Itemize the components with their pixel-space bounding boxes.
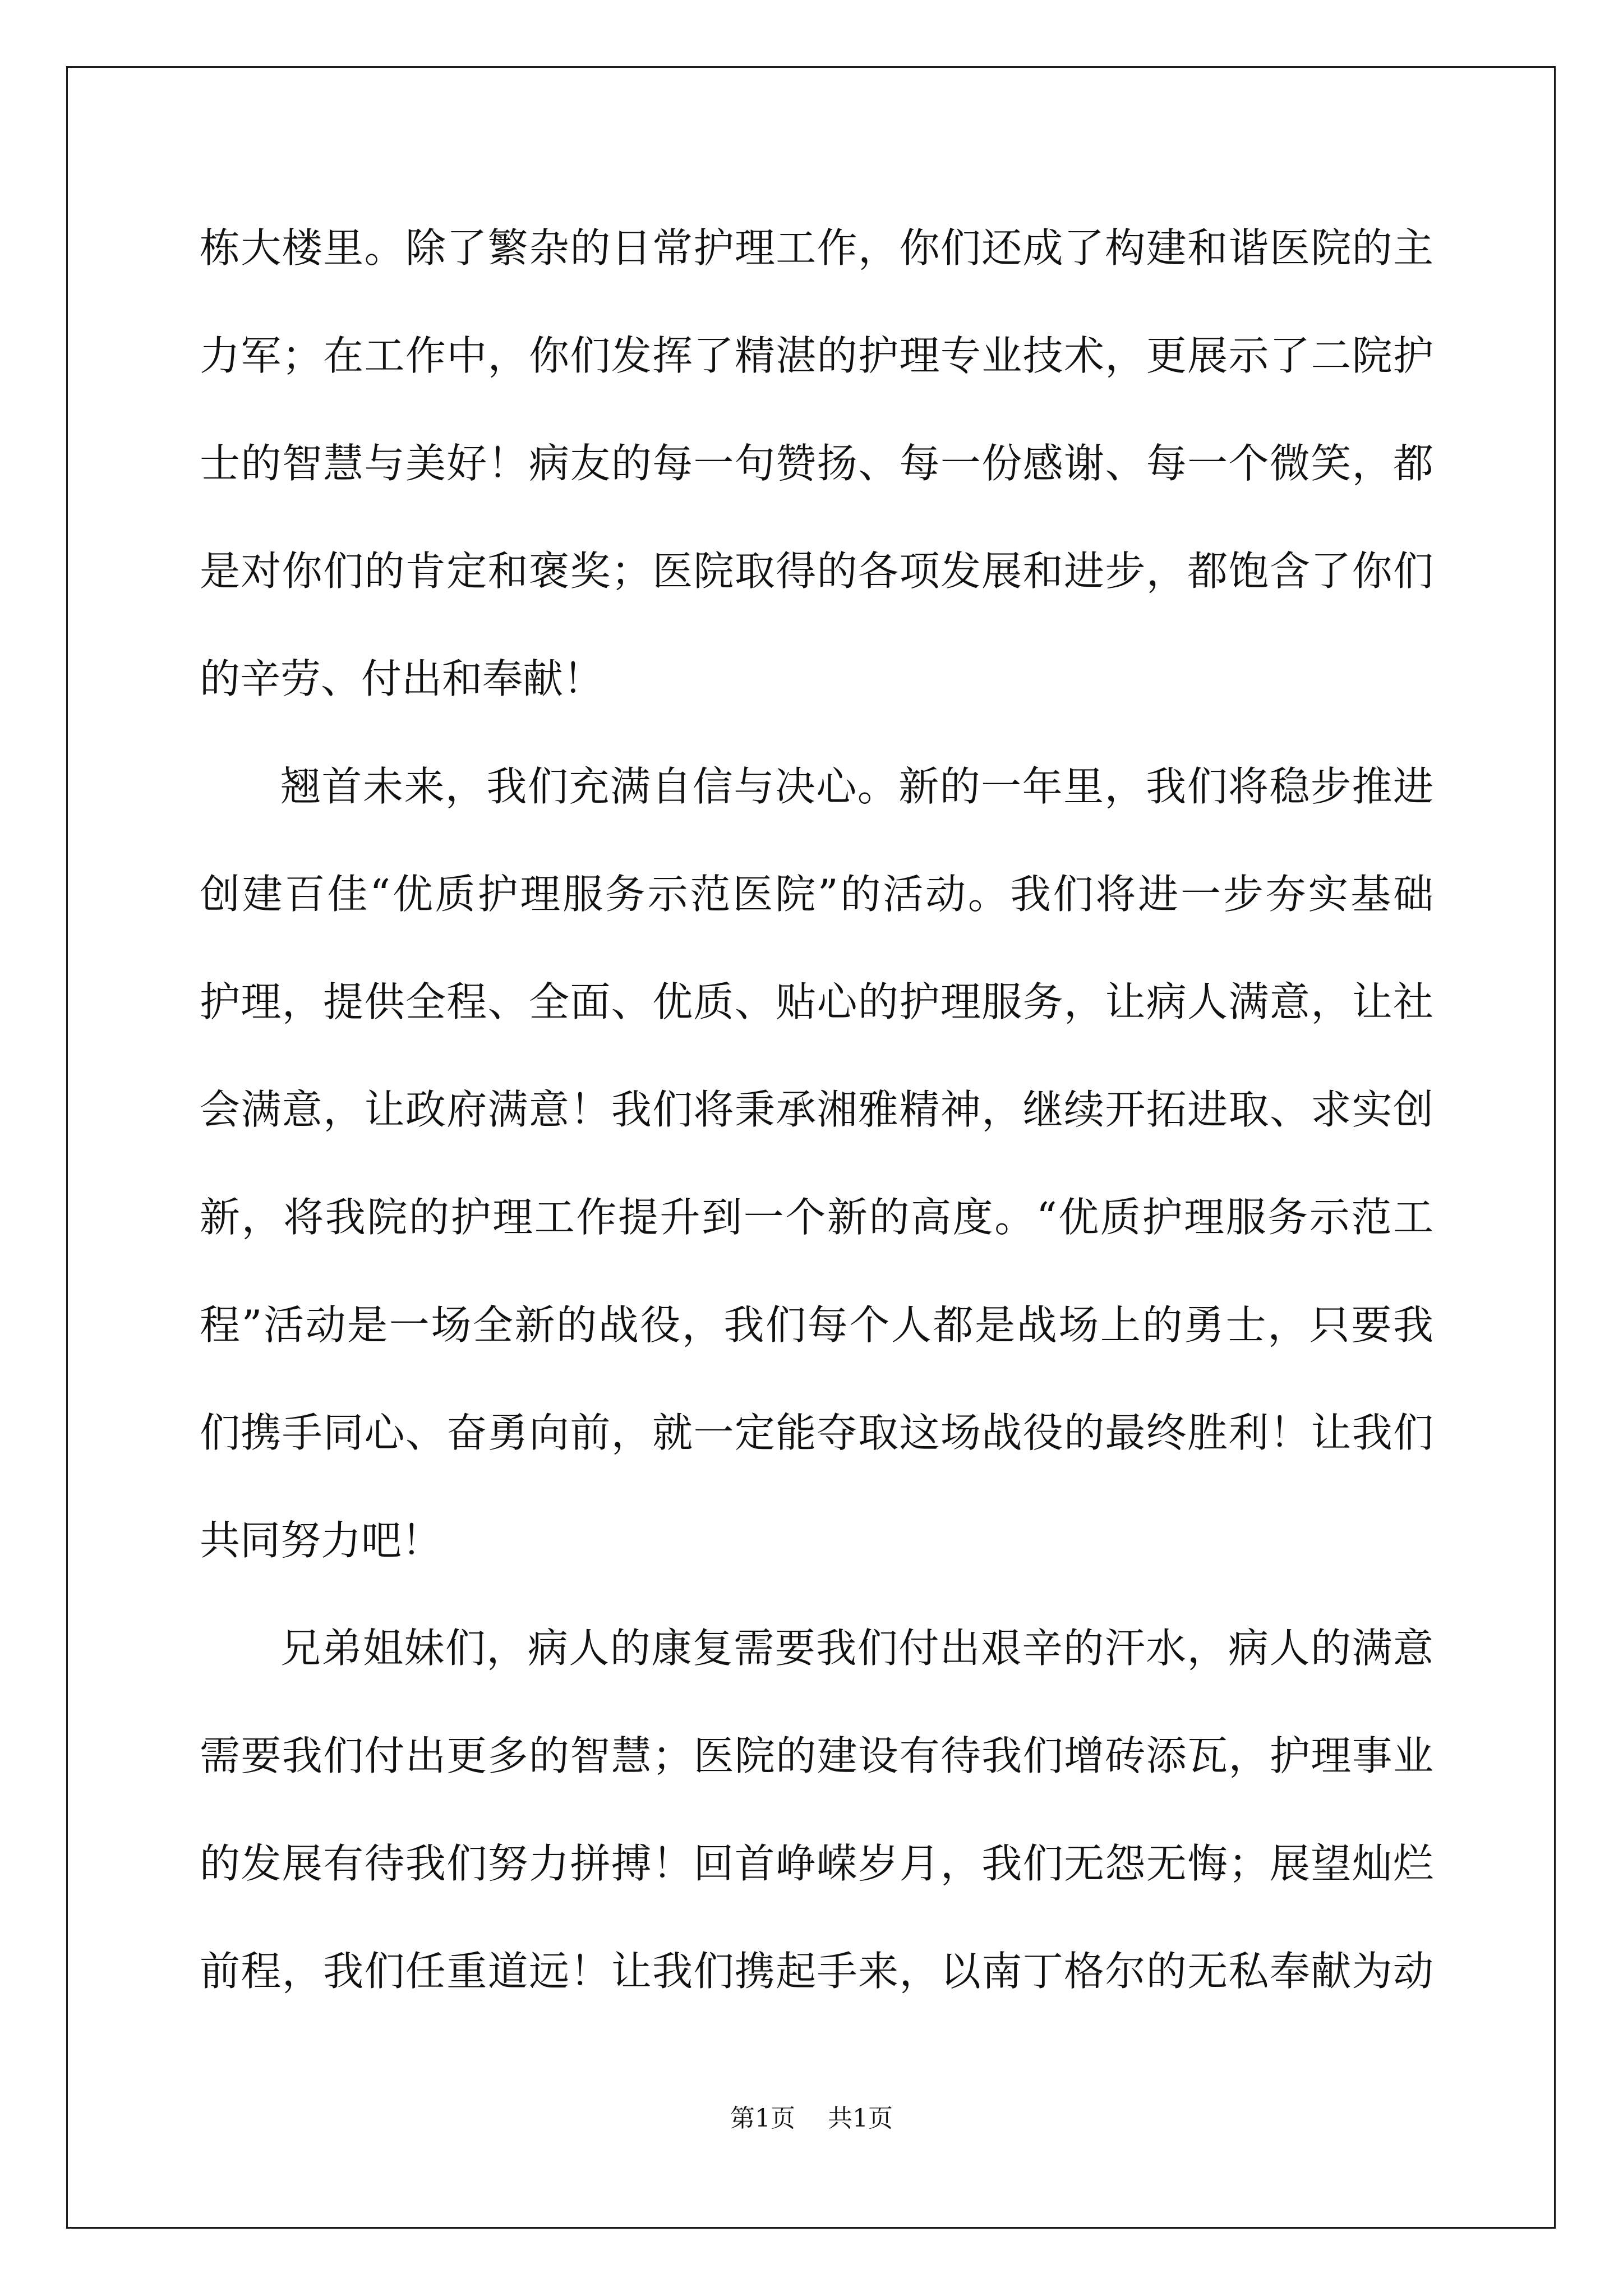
text-line: 栋大楼里。除了繁杂的日常护理工作，你们还成了构建和谐医院的主 (200, 224, 1433, 272)
text-line: 护理，提供全程、全面、优质、贴心的护理服务，让病人满意，让社 (200, 978, 1433, 1025)
page-number-current: 第1页 (730, 2104, 795, 2133)
page-number-total: 共1页 (828, 2104, 893, 2133)
page-footer (0, 2098, 1623, 2134)
text-line: 士的智慧与美好！病友的每一句赞扬、每一份感谢、每一个微笑，都 (200, 440, 1433, 487)
document-body (200, 220, 1433, 2051)
text-line: 力军；在工作中，你们发挥了精湛的护理专业技术，更展示了二院护 (200, 332, 1433, 379)
text-line: 需要我们付出更多的智慧；医院的建设有待我们增砖添瓦，护理事业 (200, 1732, 1433, 1779)
text-line: 新，将我院的护理工作提升到一个新的高度。“优质护理服务示范工 (200, 1194, 1433, 1241)
text-line: 程”活动是一场全新的战役，我们每个人都是战场上的勇士，只要我 (200, 1301, 1433, 1349)
text-line: 的辛劳、付出和奉献！ (200, 655, 604, 702)
text-line: 们携手同心、奋勇向前，就一定能夺取这场战役的最终胜利！让我们 (200, 1409, 1433, 1456)
text-line: 共同努力吧！ (200, 1517, 442, 1564)
text-line: 会满意，让政府满意！我们将秉承湘雅精神，继续开拓进取、求实创 (200, 1086, 1433, 1133)
text-line: 是对你们的肯定和褒奖；医院取得的各项发展和进步，都饱含了你们 (200, 547, 1433, 595)
paragraph-start-line: 翘首未来，我们充满自信与决心。新的一年里，我们将稳步推进 (280, 763, 1433, 810)
text-line: 创建百佳“优质护理服务示范医院”的活动。我们将进一步夯实基础 (200, 871, 1433, 918)
paragraph-start-line: 兄弟姐妹们，病人的康复需要我们付出艰辛的汗水，病人的满意 (280, 1625, 1433, 1672)
text-line: 前程，我们任重道远！让我们携起手来，以南丁格尔的无私奉献为动 (200, 1948, 1433, 1995)
text-line: 的发展有待我们努力拼搏！回首峥嵘岁月，我们无怨无悔；展望灿烂 (200, 1840, 1433, 1887)
